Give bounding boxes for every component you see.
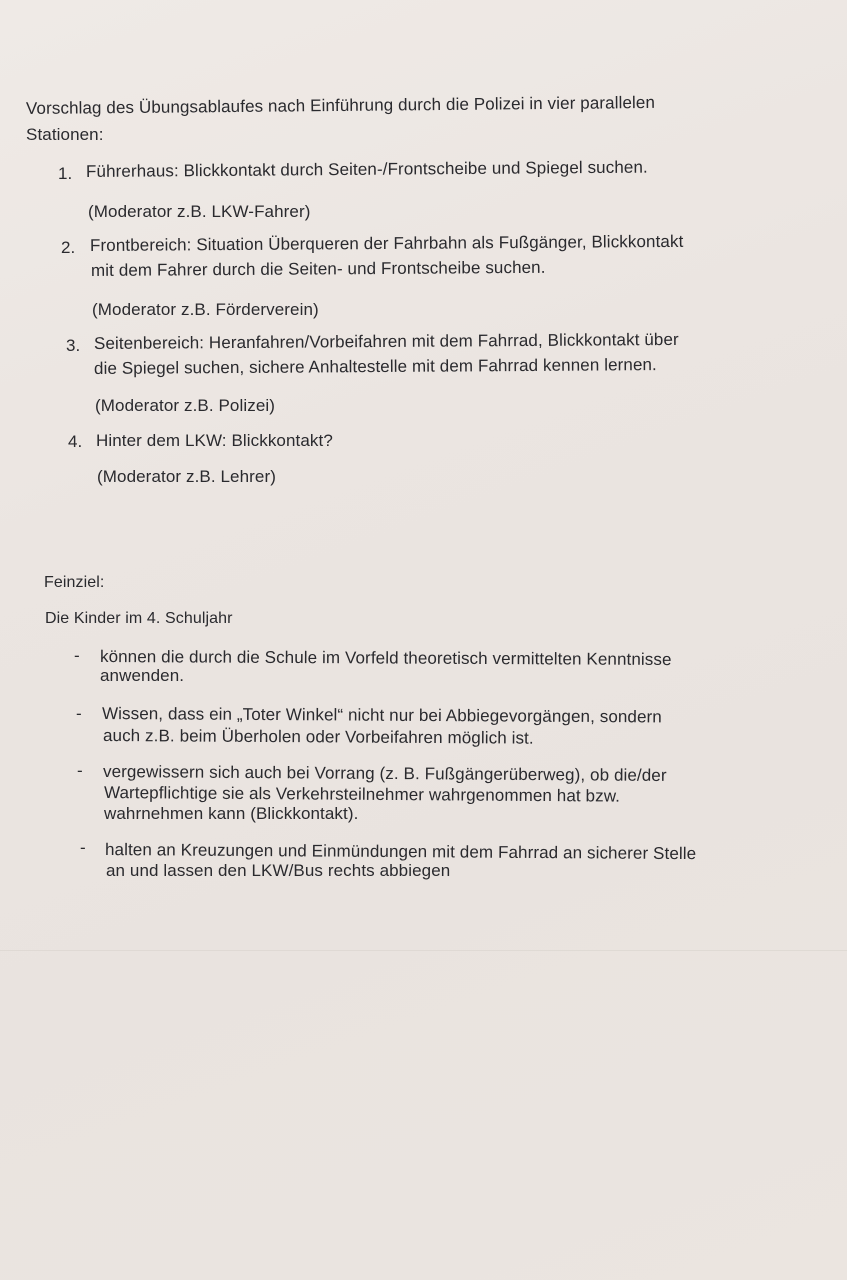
intro-line-2: Stationen: <box>26 125 104 144</box>
station-number: 4. <box>68 432 83 451</box>
bullet-text-line: können die durch die Schule im Vorfeld theoretisch vermittelten Kenntnisse <box>99 647 672 669</box>
station-moderator: (Moderator z.B. LKW-Fahrer) <box>88 202 311 221</box>
bullet-dash: - <box>80 838 86 857</box>
station-text-line: Hinter dem LKW: Blickkontakt? <box>96 431 333 450</box>
feinziel-subheading: Die Kinder im 4. Schuljahr <box>45 610 233 627</box>
bullet-text-line: anwenden. <box>100 666 185 685</box>
bullet-text-line: vergewissern sich auch bei Vorrang (z. B. Fußgängerüberweg), ob die/der <box>102 762 667 785</box>
bullet-dash: - <box>77 761 83 780</box>
bullet-text-line: an und lassen den LKW/Bus rechts abbiegen <box>106 861 451 880</box>
bullet-text-line: auch z.B. beim Überholen oder Vorbeifahren möglich ist. <box>102 726 534 748</box>
bullet-dash: - <box>76 704 82 723</box>
bullet-text-line: wahrnehmen kann (Blickkontakt). <box>104 804 359 823</box>
bullet-text-line: halten an Kreuzungen und Einmündungen mit dem Fahrrad an sicherer Stelle <box>104 840 697 864</box>
station-number: 2. <box>61 238 76 257</box>
station-moderator: (Moderator z.B. Lehrer) <box>97 467 276 486</box>
bullet-text-line: Wartepflichtige sie als Verkehrsteilnehmer wahrgenommen hat bzw. <box>103 783 621 806</box>
station-number: 3. <box>66 336 81 355</box>
station-text-line: Frontbereich: Situation Überqueren der Fahrbahn als Fußgänger, Blickkontakt <box>89 231 684 255</box>
station-text-line: die Spiegel suchen, sichere Anhaltestelle mit dem Fahrrad kennen lernen. <box>93 355 657 378</box>
bullet-dash: - <box>74 646 80 665</box>
station-text-line: mit dem Fahrer durch die Seiten- und Frontscheibe suchen. <box>90 257 546 280</box>
station-text-line: Führerhaus: Blickkontakt durch Seiten-/Frontscheibe und Spiegel suchen. <box>85 157 648 181</box>
paper-fold-line <box>0 950 847 951</box>
bullet-text-line: Wissen, dass ein „Toter Winkel“ nicht nur bei Abbiegevorgängen, sondern <box>101 704 662 727</box>
station-moderator: (Moderator z.B. Förderverein) <box>92 300 319 319</box>
station-number: 1. <box>58 164 73 183</box>
feinziel-heading: Feinziel: <box>44 574 105 591</box>
intro-line-1: Vorschlag des Übungsablaufes nach Einführung durch die Polizei in vier parallelen <box>25 92 656 118</box>
station-text-line: Seitenbereich: Heranfahren/Vorbeifahren mit dem Fahrrad, Blickkontakt über <box>93 329 679 353</box>
station-moderator: (Moderator z.B. Polizei) <box>95 396 276 415</box>
